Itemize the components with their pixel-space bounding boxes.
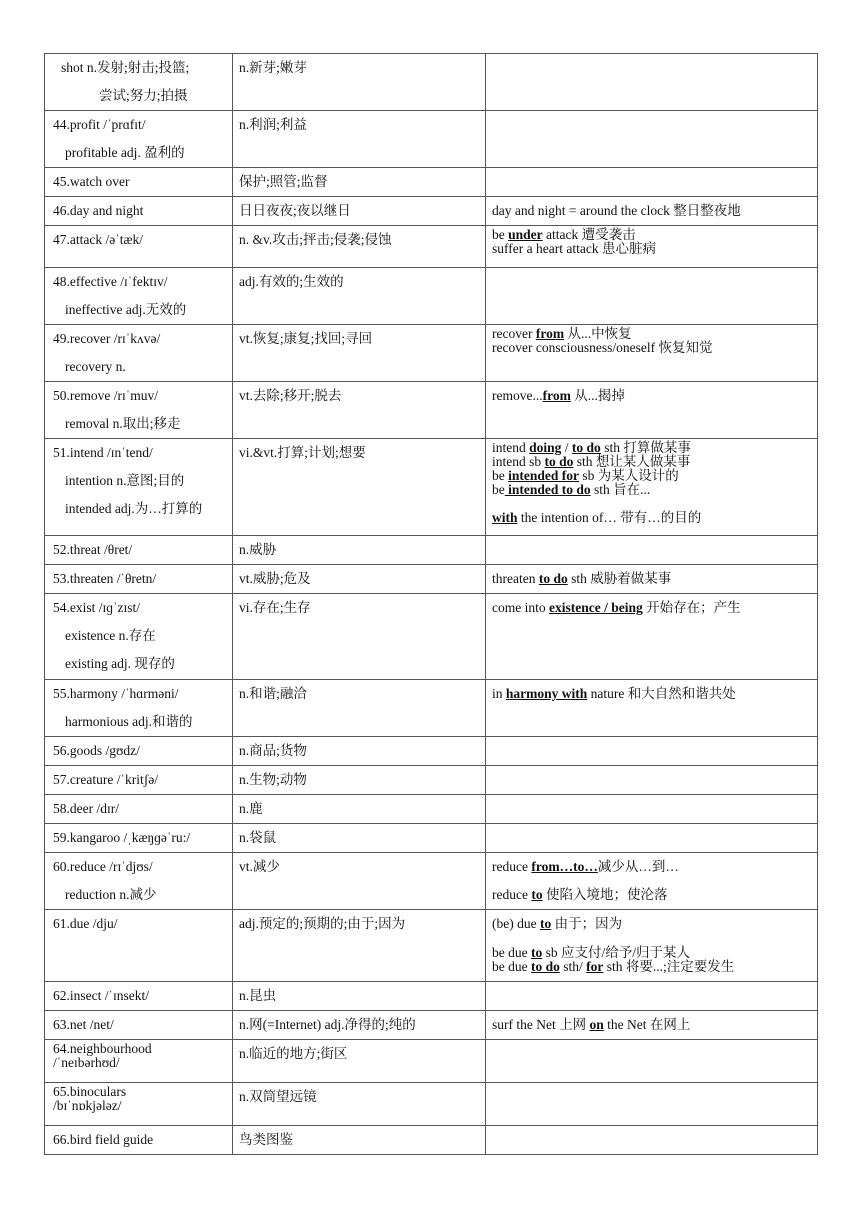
- table-row: [45, 54, 818, 111]
- key-collocation: to do: [571, 440, 601, 455]
- phrase-cell: [486, 111, 818, 168]
- meaning-text: n.商品;货物: [239, 743, 307, 758]
- table-row: [45, 982, 818, 1011]
- phrase-text: sth 打算做某事: [600, 440, 691, 455]
- phrase-line: [492, 439, 811, 455]
- meaning-cell: [233, 197, 486, 226]
- derivative-word: ineffective adj.无效的: [65, 302, 187, 317]
- meaning-cell: [233, 168, 486, 197]
- phrase-text: surf the Net 上网: [492, 1017, 590, 1032]
- meaning-text: adj.有效的;生效的: [239, 274, 344, 289]
- table-row: [45, 439, 818, 536]
- headword: 65.binoculars: [53, 1084, 127, 1099]
- derivative-word: /ˈneɪbərhʊd/: [53, 1055, 120, 1070]
- phrase-cell: [486, 54, 818, 111]
- phrase-line: [492, 341, 811, 355]
- headword: 57.creature /ˈkritʃə/: [53, 772, 158, 787]
- phrase-line: [492, 946, 811, 960]
- phrase-text: /: [561, 440, 572, 455]
- phrase-cell: [486, 1040, 818, 1083]
- phrase-cell: [486, 325, 818, 382]
- phrase-text: 从...揭掉: [570, 388, 625, 403]
- table-row: [45, 168, 818, 197]
- key-collocation: for: [586, 959, 604, 974]
- key-collocation: existence / being: [549, 600, 643, 615]
- phrase-text: sb 为某人设计的: [579, 468, 679, 483]
- meaning-cell: [233, 1126, 486, 1155]
- word-cell: [45, 1083, 233, 1126]
- phrase-line: [492, 881, 811, 909]
- phrase-text: sth 将要...;注定要发生: [603, 959, 735, 974]
- phrase-cell: [486, 1011, 818, 1040]
- phrase-cell: [486, 680, 818, 737]
- meaning-cell: [233, 737, 486, 766]
- word-cell: [45, 226, 233, 268]
- table-row: [45, 853, 818, 910]
- word-cell: [45, 594, 233, 680]
- word-cell: [45, 197, 233, 226]
- phrase-line: [492, 455, 811, 469]
- meaning-text: n.利润;利益: [239, 117, 307, 132]
- headword: 58.deer /dɪr/: [53, 801, 119, 816]
- phrase-text: be due: [492, 959, 531, 974]
- meaning-text: 保护;照管;监督: [239, 174, 328, 189]
- table-row: [45, 594, 818, 680]
- word-cell: [45, 680, 233, 737]
- phrase-line: [492, 594, 811, 622]
- key-collocation: from: [542, 388, 571, 403]
- headword: 62.insect /ˈɪnsekt/: [53, 988, 149, 1003]
- key-collocation: to do: [530, 959, 560, 974]
- meaning-text: n.网(=Internet) adj.净得的;纯的: [239, 1017, 416, 1032]
- meaning-cell: [233, 680, 486, 737]
- headword: 51.intend /ɪnˈtend/: [53, 445, 153, 460]
- derivative-word: intention n.意图;目的: [65, 473, 185, 488]
- derivative-word: reduction n.减少: [65, 887, 157, 902]
- word-cell: [45, 982, 233, 1011]
- phrase-cell: [486, 795, 818, 824]
- phrase-text: sth 旨在...: [590, 482, 651, 497]
- phrase-text: 开始存在；产生: [642, 600, 741, 615]
- phrase-line: [492, 910, 811, 938]
- word-cell: [45, 853, 233, 910]
- derivative-word: harmonious adj.和谐的: [65, 714, 193, 729]
- meaning-cell: [233, 325, 486, 382]
- meaning-text: n.袋鼠: [239, 830, 277, 845]
- meaning-cell: [233, 824, 486, 853]
- key-collocation: to: [530, 945, 543, 960]
- meaning-text: n.生物;动物: [239, 772, 307, 787]
- headword: 47.attack /əˈtæk/: [53, 232, 143, 247]
- word-cell: [45, 168, 233, 197]
- word-cell: [45, 111, 233, 168]
- phrase-text: be due: [492, 945, 531, 960]
- key-collocation: to: [539, 916, 552, 931]
- phrase-text: the intention of… 带有…的目的: [517, 510, 702, 525]
- derivative-word: recovery n.: [65, 359, 126, 374]
- phrase-cell: [486, 382, 818, 439]
- headword: 44.profit /ˈprɑfɪt/: [53, 117, 146, 132]
- phrase-cell: [486, 168, 818, 197]
- table-row: [45, 680, 818, 737]
- headword: 55.harmony /ˈhɑrməni/: [53, 686, 179, 701]
- vocabulary-table-body: [45, 54, 818, 1155]
- headword: 54.exist /ɪɡˈzɪst/: [53, 600, 140, 615]
- phrase-cell: [486, 910, 818, 982]
- phrase-text: be: [492, 468, 509, 483]
- phrase-text: remove...: [492, 388, 543, 403]
- phrase-text: intend: [492, 440, 530, 455]
- phrase-cell: [486, 766, 818, 795]
- meaning-cell: [233, 565, 486, 594]
- phrase-cell: [486, 268, 818, 325]
- meaning-cell: [233, 111, 486, 168]
- phrase-text: (be) due: [492, 916, 540, 931]
- headword: 60.reduce /rɪˈdjʊs/: [53, 859, 153, 874]
- key-collocation: under: [508, 227, 543, 242]
- table-row: [45, 737, 818, 766]
- meaning-text: n. &v.攻击;抨击;侵袭;侵蚀: [239, 232, 392, 247]
- phrase-cell: [486, 439, 818, 536]
- phrase-line: [492, 1011, 811, 1039]
- phrase-cell: [486, 565, 818, 594]
- meaning-cell: [233, 1011, 486, 1040]
- meaning-cell: [233, 382, 486, 439]
- phrase-cell: [486, 982, 818, 1011]
- headword: shot n.发射;射击;投篮;: [61, 60, 190, 75]
- meaning-cell: [233, 268, 486, 325]
- meaning-text: vi.存在;生存: [239, 600, 311, 615]
- derivative-word: /bɪˈnɒkjələz/: [53, 1098, 122, 1113]
- key-collocation: on: [589, 1017, 604, 1032]
- key-collocation: to do: [544, 454, 574, 469]
- derivative-word: profitable adj. 盈利的: [65, 145, 185, 160]
- meaning-text: vt.威胁;危及: [239, 571, 311, 586]
- headword: 45.watch over: [53, 174, 130, 189]
- phrase-line: [492, 960, 811, 974]
- phrase-line: [492, 382, 811, 410]
- word-cell: [45, 54, 233, 111]
- phrase-text: be: [492, 227, 509, 242]
- word-cell: [45, 1126, 233, 1155]
- phrase-text: intend sb: [492, 454, 545, 469]
- headword: 49.recover /rɪˈkʌvə/: [53, 331, 161, 346]
- headword: 56.goods /gʊdz/: [53, 743, 140, 758]
- headword: 61.due /dju/: [53, 916, 118, 931]
- meaning-cell: [233, 853, 486, 910]
- meaning-text: vt.去除;移开;脱去: [239, 388, 342, 403]
- word-cell: [45, 1011, 233, 1040]
- phrase-text: suffer a heart attack 患心脏病: [492, 241, 656, 256]
- phrase-cell: [486, 226, 818, 268]
- headword: 63.net /net/: [53, 1017, 114, 1032]
- table-row: [45, 268, 818, 325]
- phrase-text: reduce: [492, 887, 532, 902]
- meaning-text: adj.预定的;预期的;由于;因为: [239, 916, 406, 931]
- word-cell: [45, 439, 233, 536]
- headword: 64.neighbourhood: [53, 1041, 152, 1056]
- table-row: [45, 1011, 818, 1040]
- phrase-text: nature 和大自然和谐共处: [587, 686, 736, 701]
- meaning-text: 鸟类图鉴: [239, 1132, 293, 1147]
- phrase-cell: [486, 1083, 818, 1126]
- phrase-cell: [486, 853, 818, 910]
- meaning-cell: [233, 910, 486, 982]
- phrase-line: [492, 325, 811, 341]
- phrase-text: reduce: [492, 859, 532, 874]
- phrase-text: sth 威胁着做某事: [567, 571, 672, 586]
- word-cell: [45, 268, 233, 325]
- word-cell: [45, 795, 233, 824]
- phrase-text: sth/: [559, 959, 587, 974]
- table-row: [45, 565, 818, 594]
- word-cell: [45, 824, 233, 853]
- table-row: [45, 325, 818, 382]
- meaning-cell: [233, 54, 486, 111]
- phrase-line: [492, 197, 811, 225]
- phrase-text: 由于；因为: [551, 916, 623, 931]
- phrase-text: attack 遭受袭击: [542, 227, 636, 242]
- headword: 52.threat /θret/: [53, 542, 133, 557]
- phrase-text: 从...中恢复: [564, 326, 632, 341]
- meaning-cell: [233, 795, 486, 824]
- headword: 50.remove /rɪˈmuv/: [53, 388, 158, 403]
- phrase-text: threaten: [492, 571, 539, 586]
- table-row: [45, 536, 818, 565]
- meaning-text: vt.恢复;康复;找回;寻回: [239, 331, 373, 346]
- word-cell: [45, 536, 233, 565]
- phrase-text: be: [492, 482, 505, 497]
- phrase-line: [492, 242, 811, 256]
- phrase-cell: [486, 1126, 818, 1155]
- table-row: [45, 910, 818, 982]
- phrase-line: [492, 469, 811, 483]
- derivative-word: existing adj. 现存的: [65, 656, 175, 671]
- table-row: [45, 766, 818, 795]
- headword: 46.day and night: [53, 203, 144, 218]
- headword: 53.threaten /ˈθretn/: [53, 571, 157, 586]
- meaning-cell: [233, 1083, 486, 1126]
- word-cell: [45, 737, 233, 766]
- word-cell: [45, 766, 233, 795]
- headword: 66.bird field guide: [53, 1132, 154, 1147]
- table-row: [45, 226, 818, 268]
- derivative-word: intended adj.为…打算的: [65, 501, 203, 516]
- phrase-cell: [486, 594, 818, 680]
- phrase-line: [492, 511, 811, 525]
- meaning-text: n.新芽;嫩芽: [239, 60, 307, 75]
- meaning-cell: [233, 226, 486, 268]
- word-cell: [45, 382, 233, 439]
- table-row: [45, 1083, 818, 1126]
- phrase-line: [492, 483, 811, 497]
- meaning-text: vi.&vt.打算;计划;想要: [239, 445, 366, 460]
- phrase-cell: [486, 197, 818, 226]
- phrase-cell: [486, 536, 818, 565]
- derivative-word: existence n.存在: [65, 628, 156, 643]
- headword: 48.effective /ɪˈfektɪv/: [53, 274, 168, 289]
- key-collocation: to: [531, 887, 543, 902]
- word-cell: [45, 910, 233, 982]
- table-row: [45, 1126, 818, 1155]
- key-collocation: to do: [538, 571, 568, 586]
- meaning-cell: [233, 439, 486, 536]
- table-row: [45, 111, 818, 168]
- phrase-text: recover consciousness/oneself 恢复知觉: [492, 340, 713, 355]
- phrase-text: the Net 在网上: [603, 1017, 691, 1032]
- key-collocation: intended to do: [504, 482, 591, 497]
- phrase-line: [492, 226, 811, 242]
- table-row: [45, 1040, 818, 1083]
- phrase-line: [492, 853, 811, 881]
- phrase-text: day and night = around the clock 整日整夜地: [492, 203, 741, 218]
- meaning-cell: [233, 536, 486, 565]
- meaning-text: n.威胁: [239, 542, 277, 557]
- phrase-text: recover: [492, 326, 536, 341]
- word-cell: [45, 325, 233, 382]
- word-cell: [45, 1040, 233, 1083]
- table-row: [45, 824, 818, 853]
- phrase-cell: [486, 737, 818, 766]
- phrase-text: sth 想让某人做某事: [573, 454, 691, 469]
- table-row: [45, 795, 818, 824]
- meaning-text: n.和谐;融洽: [239, 686, 307, 701]
- phrase-text: 使陷入境地；使沦落: [542, 887, 668, 902]
- meaning-text: n.昆虫: [239, 988, 277, 1003]
- derivative-word: removal n.取出;移走: [65, 416, 181, 431]
- meaning-text: vt.减少: [239, 859, 280, 874]
- table-row: [45, 382, 818, 439]
- table-row: [45, 197, 818, 226]
- phrase-text: in: [492, 686, 506, 701]
- phrase-line: [492, 680, 811, 708]
- phrase-text: sb 应支付/给予/归于某人: [542, 945, 690, 960]
- meaning-cell: [233, 1040, 486, 1083]
- word-cell: [45, 565, 233, 594]
- meaning-text: 日日夜夜;夜以继日: [239, 203, 351, 218]
- meaning-cell: [233, 594, 486, 680]
- vocabulary-table: [44, 53, 818, 1155]
- derivative-word: 尝试;努力;拍摄: [99, 88, 188, 103]
- phrase-text: 减少从…到…: [597, 859, 679, 874]
- key-collocation: with: [492, 510, 518, 525]
- key-collocation: doing: [529, 440, 562, 455]
- meaning-text: n.双筒望远镜: [239, 1089, 317, 1104]
- key-collocation: harmony with: [505, 686, 588, 701]
- meaning-text: n.鹿: [239, 801, 263, 816]
- phrase-line: [492, 565, 811, 593]
- key-collocation: intended for: [508, 468, 579, 483]
- headword: 59.kangaroo /ˌkæŋɡəˈru:/: [53, 830, 191, 845]
- meaning-cell: [233, 982, 486, 1011]
- meaning-cell: [233, 766, 486, 795]
- meaning-text: n.临近的地方;街区: [239, 1046, 348, 1061]
- key-collocation: from…to…: [531, 859, 598, 874]
- key-collocation: from: [535, 326, 565, 341]
- phrase-text: come into: [492, 600, 549, 615]
- phrase-cell: [486, 824, 818, 853]
